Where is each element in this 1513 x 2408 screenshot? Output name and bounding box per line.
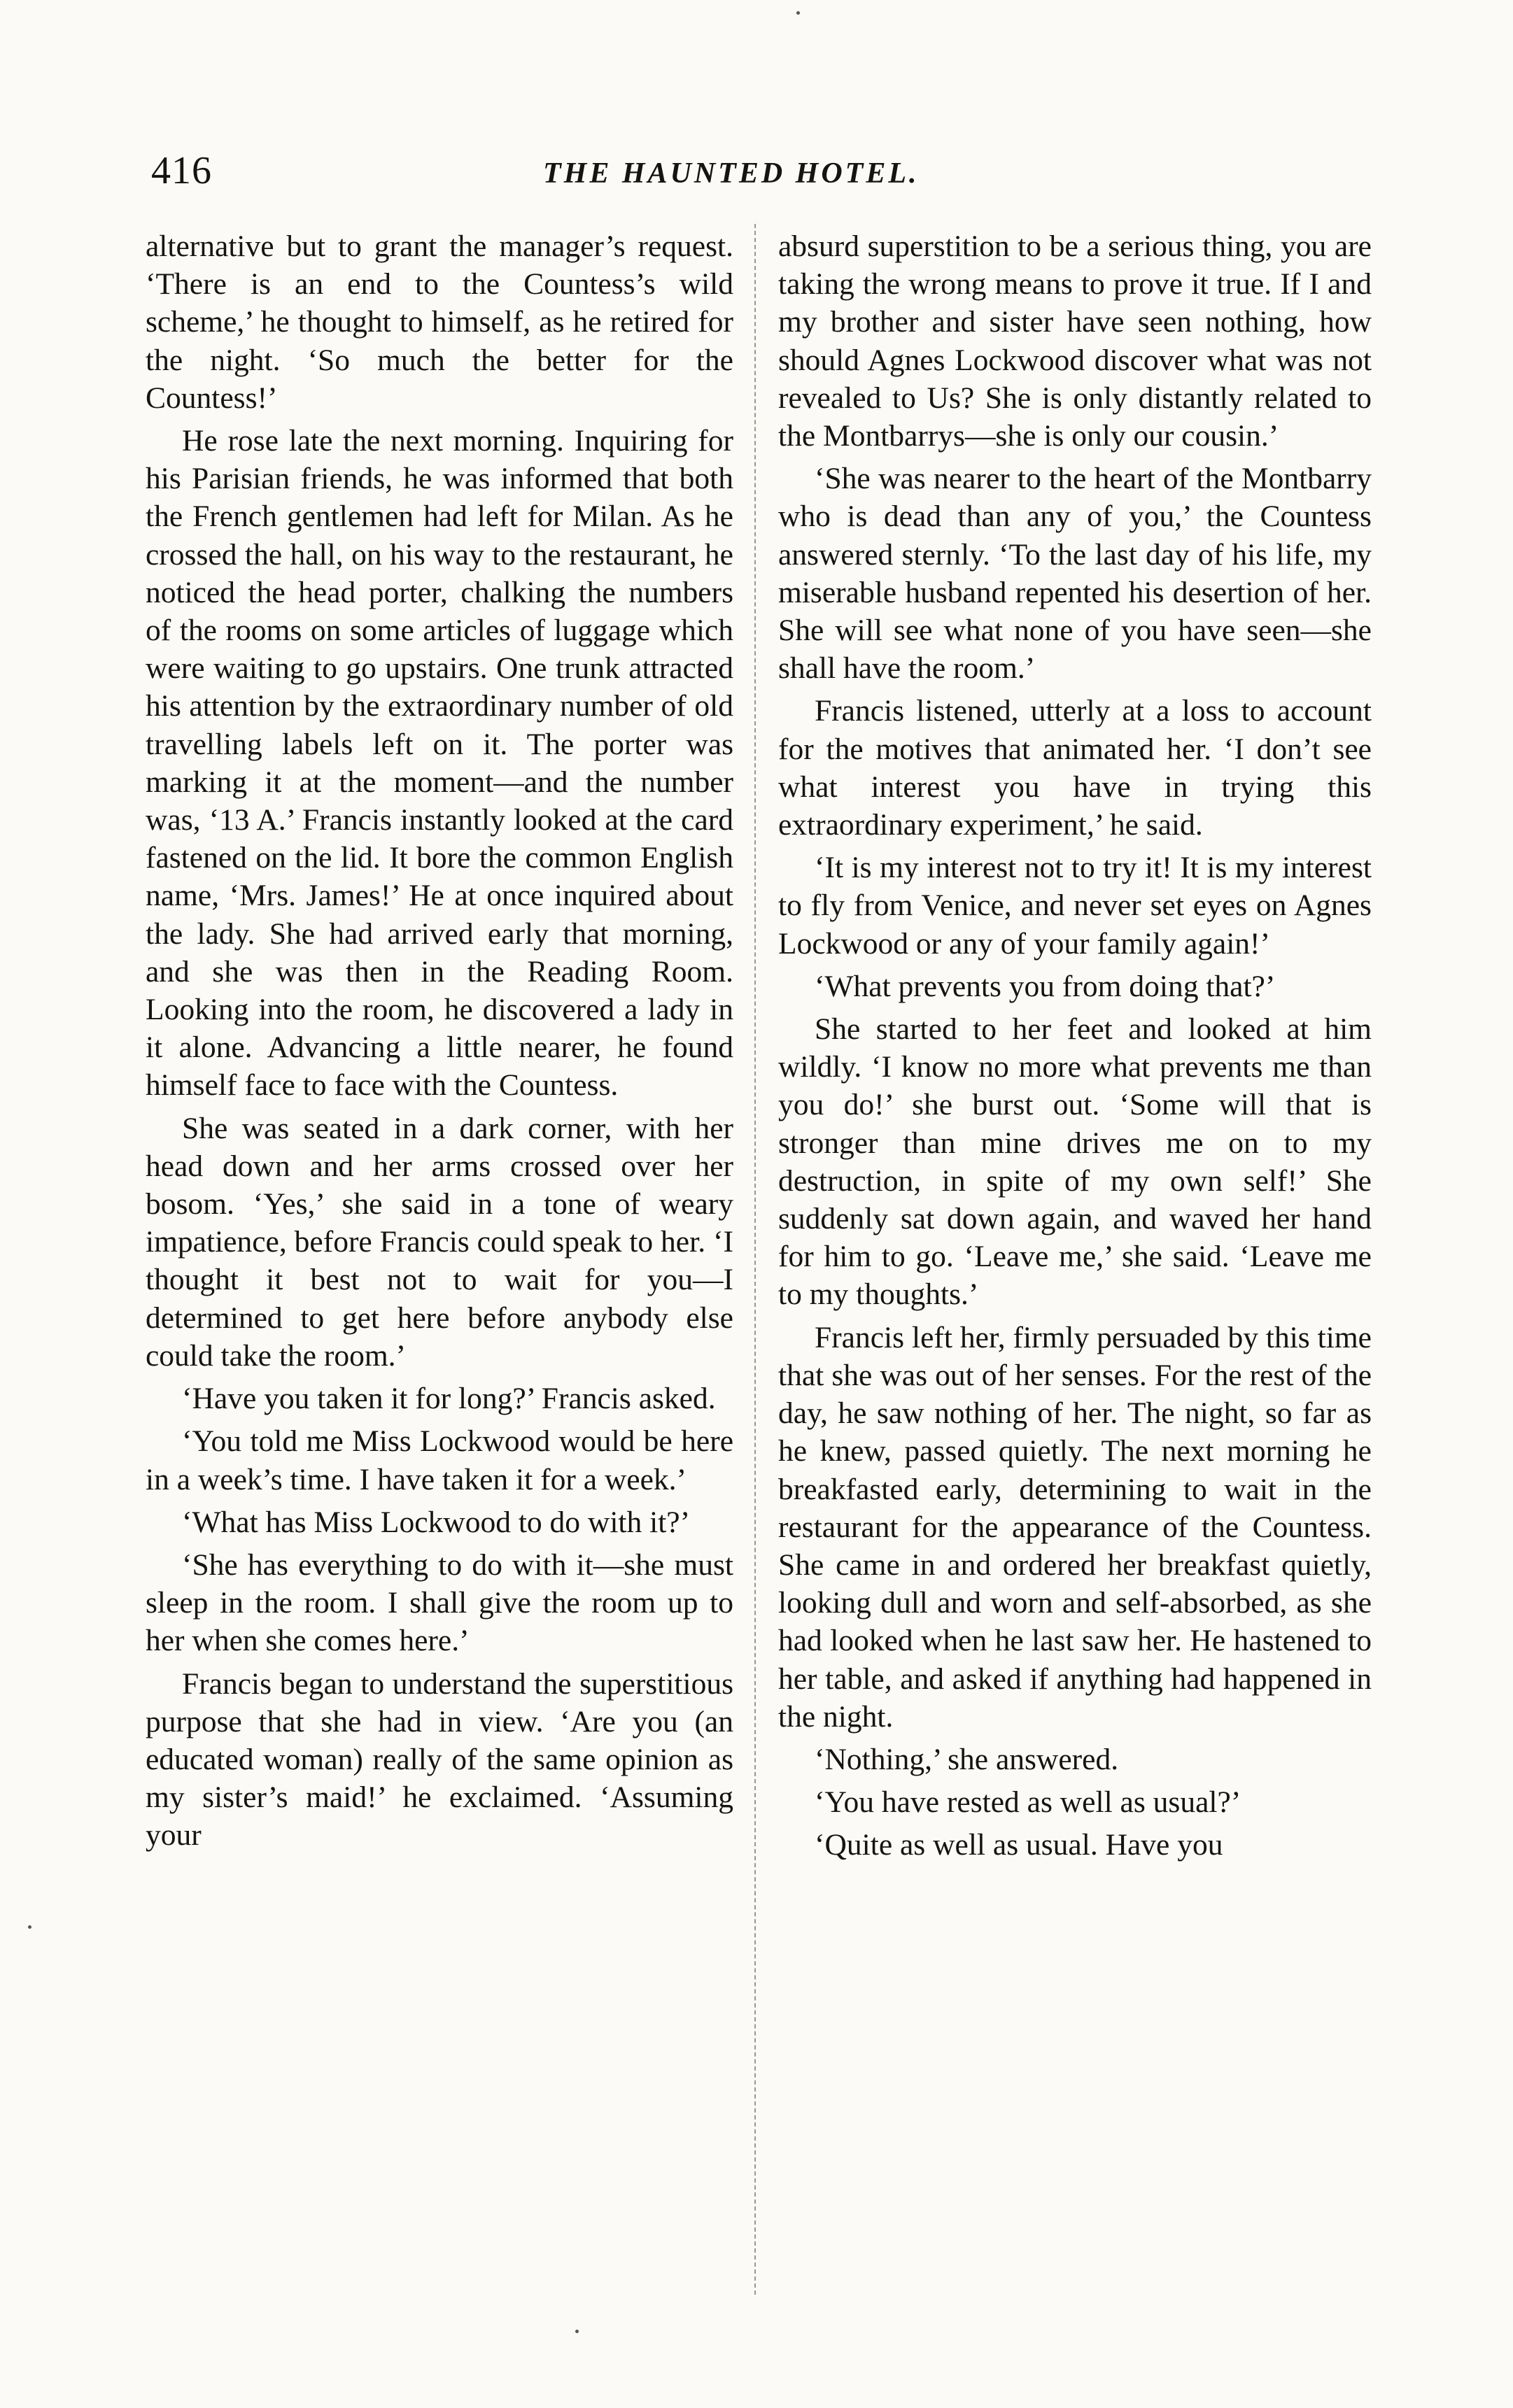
paragraph: ‘You have rested as well as usual?’ — [815, 1785, 1241, 1820]
column-divider — [754, 224, 756, 2295]
paragraph: ‘You told me Miss Lockwood would be here in a week’s time. I have taken it for a week.’ — [146, 1424, 733, 1496]
paragraph: She started to her feet and looked at him wildly. ‘I know no more what prevents me than you do!’ she burst out. ‘Some will that is stronger than mine drives me on to my destruction, in spite of my own self!’ She suddenly sat down again, and waved her hand for him to go. ‘Leave me,’ she said. ‘Leave me to my thoughts.’ — [778, 1012, 1372, 1312]
paragraph: ‘It is my interest not to try it! It is my interest to fly from Venice, and never set eyes on Agnes Lockwood or any of your family again!’ — [778, 851, 1372, 961]
paragraph: Francis left her, firmly persuaded by this time that she was out of her senses. For the rest of the day, he saw nothing of her. The night, so far as he knew, passed quietly. The next morning he breakfasted early, determining to wait in the restaurant for the appearance of the Countess. She came in and ordered her breakfast quietly, looking dull and worn and self-absorbed, as she had looked when he last saw her. He hastened to her table, and asked if anything had happened in the night. — [778, 1320, 1372, 1734]
running-title: THE HAUNTED HOTEL. — [543, 157, 920, 190]
right-column — [778, 227, 1372, 1869]
paragraph: She was seated in a dark corner, with her head down and her arms crossed over her bosom. ‘Yes,’ she said in a tone of weary impatience, before Francis could speak to her. ‘I thought it best not to wait for you—I determined to get here before anybody else could take the room.’ — [146, 1111, 733, 1373]
paragraph: Francis listened, utterly at a loss to account for the motives that animated her. ‘I don’t see what interest you have in trying this extraordinary experiment,’ he said. — [778, 694, 1372, 842]
paragraph: ‘She has everything to do with it—she must sleep in the room. I shall give the room up to her when she comes here.’ — [146, 1548, 733, 1658]
paragraph: ‘Quite as well as usual. Have you — [815, 1828, 1223, 1862]
page-header — [151, 148, 1376, 204]
paragraph: ‘Have you taken it for long?’ Francis asked. — [182, 1382, 716, 1416]
paragraph: ‘She was nearer to the heart of the Montbarry who is dead than any of you,’ the Countess answered sternly. ‘To the last day of his life, my miserable husband repented his desertion of her. She will see what none of you have seen—she shall have the room.’ — [778, 462, 1372, 686]
paragraph: ‘What has Miss Lockwood to do with it?’ — [182, 1505, 691, 1539]
speck-mark — [28, 1925, 31, 1929]
paragraph: alternative but to grant the manager’s request. ‘There is an end to the Countess’s wild scheme,’ he thought to himself, as he retired for the night. ‘So much the better for the Countess!’ — [146, 229, 733, 415]
speck-mark — [796, 11, 800, 15]
speck-mark — [575, 2330, 579, 2333]
paragraph: ‘Nothing,’ she answered. — [815, 1742, 1119, 1776]
paragraph: Francis began to understand the superstitious purpose that she had in view. ‘Are you (an educated woman) really of the same opinion as my sister’s maid!’ he exclaimed. ‘Assuming your — [146, 1666, 733, 1853]
left-column — [146, 227, 733, 1860]
paragraph: ‘What prevents you from doing that?’ — [815, 969, 1276, 1003]
page-number: 416 — [151, 149, 212, 192]
paragraph: He rose late the next morning. Inquiring for his Parisian friends, he was informed that both the French gentlemen had left for Milan. As he crossed the hall, on his way to the restaurant, he noticed the head porter, chalking the numbers of the rooms on some articles of luggage which were waiting to go upstairs. One trunk attracted his attention by the extraordinary number of old travelling labels left on it. The porter was marking it at the moment—and the number was, ‘13 A.’ Francis instantly looked at the card fastened on the lid. It bore the common English name, ‘Mrs. James!’ He at once inquired about the lady. She had arrived early that morning, and she was then in the Reading Room. Looking into the room, he discovered a lady in it alone. Advancing a little nearer, he found himself face to face with the Countess. — [146, 424, 733, 1103]
paragraph: absurd superstition to be a serious thing, you are taking the wrong means to prove it true. If I and my brother and sister have seen nothing, how should Agnes Lockwood discover what was not revealed to Us? She is only distantly related to the Montbarrys—she is only our cousin.’ — [778, 229, 1372, 453]
